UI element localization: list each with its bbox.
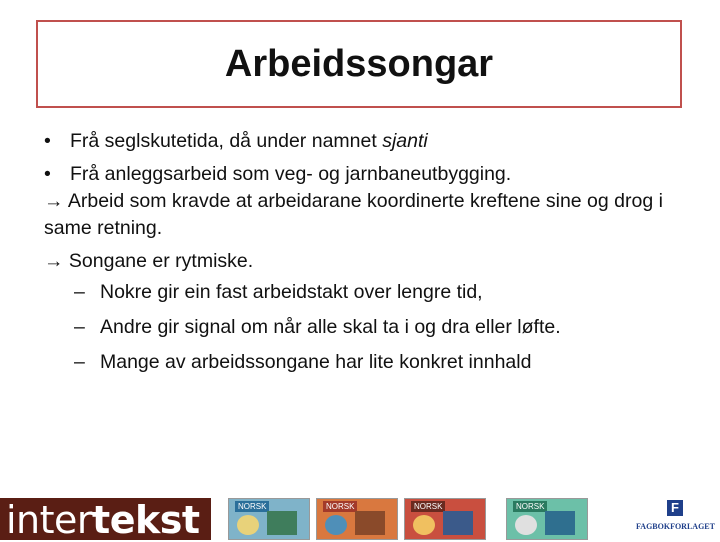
intertekst-logo	[0, 498, 211, 540]
bullet-item-1	[44, 128, 684, 155]
bullet-dot-icon: •	[44, 163, 51, 185]
logo-text	[6, 500, 200, 540]
book-label: NORSK	[411, 501, 445, 512]
book-cover-2	[316, 498, 398, 540]
footer-banner	[0, 498, 720, 540]
title-box	[36, 20, 682, 108]
publisher-mark-icon: F	[667, 500, 683, 516]
logo-light-part: inter	[6, 498, 93, 542]
arrow-right-icon: →	[44, 190, 64, 212]
slide-content	[44, 128, 684, 380]
sub-item-2	[44, 310, 684, 345]
book-cover-1	[228, 498, 310, 540]
sub-item-1	[44, 275, 684, 310]
book-label: NORSK	[323, 501, 357, 512]
slide-title: Arbeidssongar	[224, 42, 494, 85]
arrow-item-2	[44, 248, 684, 275]
arrow-right-icon: →	[44, 250, 64, 272]
dash-icon: –	[74, 351, 85, 373]
book-cover-4	[506, 498, 588, 540]
bullet-1-emphasis: sjanti	[382, 130, 428, 152]
book-cover-3	[404, 498, 486, 540]
logo-bold-part: tekst	[92, 498, 200, 542]
dash-icon: –	[74, 316, 85, 338]
book-art-icon	[355, 511, 385, 535]
sub-item-text: Mange av arbeidssongane har lite konkret innhald	[100, 351, 532, 373]
book-art-icon	[545, 511, 575, 535]
sub-item-text: Andre gir signal om når alle skal ta i og dra eller løfte.	[100, 316, 561, 338]
bullet-1-text: Frå seglskutetida, då under namnet	[70, 130, 383, 152]
sub-item-text: Nokre gir ein fast arbeidstakt over lengre tid,	[100, 281, 483, 303]
fagbokforlaget-logo	[636, 498, 714, 538]
bullet-item-2	[44, 161, 684, 188]
sub-item-3	[44, 345, 684, 380]
book-art-icon	[515, 515, 537, 535]
arrow-2-text: Songane er rytmiske.	[68, 250, 254, 272]
book-art-icon	[413, 515, 435, 535]
bullet-dot-icon: •	[44, 130, 51, 152]
book-art-icon	[325, 515, 347, 535]
book-art-icon	[267, 511, 297, 535]
book-art-icon	[237, 515, 259, 535]
publisher-name: FAGBOKFORLAGET	[636, 522, 715, 531]
dash-icon: –	[74, 281, 85, 303]
arrow-1-text: Arbeid som kravde at arbeidarane koordinerte kreftene sine og drog i same retning.	[44, 190, 663, 239]
bullet-2-text: Frå anleggsarbeid som veg- og jarnbaneutbygging.	[70, 163, 512, 185]
book-label: NORSK	[513, 501, 547, 512]
book-label: NORSK	[235, 501, 269, 512]
book-art-icon	[443, 511, 473, 535]
arrow-item-1	[44, 188, 684, 242]
